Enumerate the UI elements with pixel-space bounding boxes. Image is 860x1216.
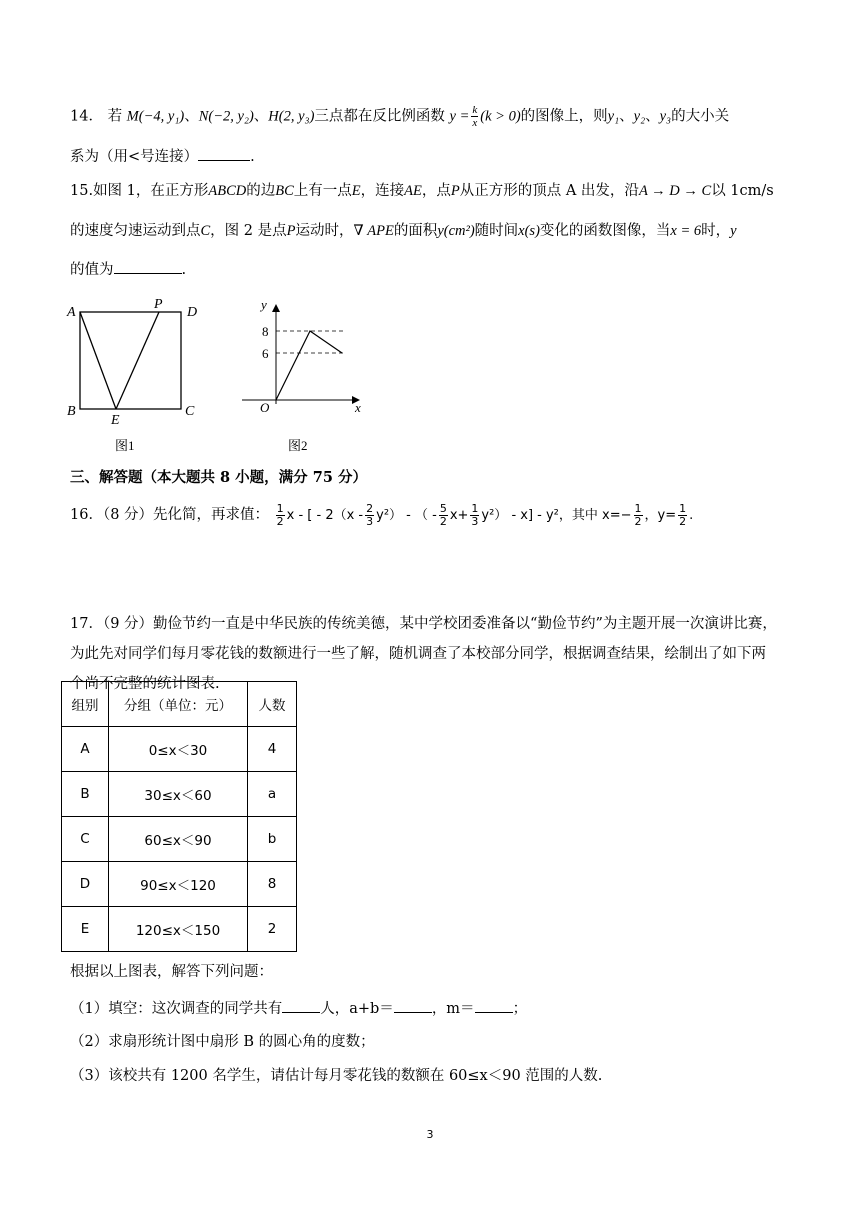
q17-sub-3: （3）该校共有 1200 名学生，请估计每月零花钱的数额在 60≤x＜90 范围的人数. (70, 1068, 603, 1084)
fraction-k-over-x: $\frac{k}{x}$ (472, 104, 478, 129)
q15-line-2: 的速度匀速运动到点C，图 2 是点P运动时，∇ APE的面积y(cm²)随时间x(s)变化的函数图像，当x = 6时，y (70, 223, 737, 239)
q17-sub-1: （1）填空：这次调查的同学共有 人，a+b＝ ，m＝ ； (70, 998, 527, 1019)
square-abcd (80, 312, 181, 409)
point-h: H (268, 108, 279, 125)
section-3-heading: 三、解答题（本大题共 8 小题，满分 75 分） (70, 469, 367, 486)
label-d: D (187, 305, 198, 320)
q14-line-2: 系为（用<号连接） . (70, 146, 255, 167)
label-x: x (355, 400, 361, 415)
q17-sub-2: （2）求扇形统计图中扇形 B 的圆心角的度数； (70, 1034, 375, 1050)
q15-line-3: 的值为 . (70, 259, 186, 280)
figure-2-caption: 图2 (288, 438, 308, 453)
fraction: $\frac{1}{2}$ (276, 502, 284, 528)
point-n: N (198, 108, 209, 125)
answer-blank-a-plus-b[interactable] (394, 998, 432, 1013)
table-row: A 0≤x＜30 4 (62, 727, 297, 772)
fraction: $\frac{2}{3}$ (366, 502, 374, 528)
figure-1-caption: 图1 (115, 438, 135, 453)
figure-2-graph (238, 294, 368, 458)
q14-line-1: 14． 若 M(−4, y₁)、N(−2, y₂)、H(2, y₃)三点都在反比例函数 y = $\frac{k}{x}$ (k > 0)的图像上，则y₁、y₂、y₃的大小关 (70, 104, 730, 129)
header-group: 组别 (62, 682, 109, 727)
q17-line-1: 17．（9 分）勤俭节约一直是中华民族的传统美德，某中学校团委准备以“勤俭节约”为主题开展一次演讲比赛， (70, 616, 777, 632)
function-graph (276, 331, 342, 400)
answer-blank-m[interactable] (475, 998, 513, 1013)
q17-line-3: 个尚不完整的统计图表. (70, 676, 220, 692)
q15-line-1: 15.如图 1，在正方形ABCD的边BC上有一点E，连接AE，点P从正方形的顶点 A 出发，沿A → D → C以 1cm/s (70, 183, 774, 199)
header-count: 人数 (248, 682, 297, 727)
figure-1-square (62, 298, 212, 458)
header-range: 分组（单位：元） (109, 682, 248, 727)
label-e: E (111, 413, 120, 428)
segment-ae (80, 312, 116, 409)
tick-8: 8 (262, 324, 269, 339)
answer-blank[interactable] (114, 259, 182, 274)
tick-6: 6 (262, 346, 269, 361)
table-row: C 60≤x＜90 b (62, 817, 297, 862)
q17-after-table: 根据以上图表，解答下列问题： (70, 964, 273, 980)
q16-line: 16．（8 分）先化简，再求值： $\frac{1}{2}$ x - [ - 2（x - $\frac{2}{3}$ y²） - （ - $\frac{5}{2}$ x+ $\frac{1}{3}$ y²） - x] - y²，其中 x=− $\frac{1}{2}$ ，y= $\frac{1}{2}$ . (70, 502, 694, 528)
label-o: O (260, 400, 270, 415)
label-a: A (67, 305, 76, 320)
fraction: $\frac{5}{2}$ (439, 502, 447, 528)
fraction: $\frac{1}{2}$ (634, 502, 642, 528)
q17-line-2: 为此先对同学们每月零花钱的数额进行一些了解，随机调查了本校部分同学，根据调查结果，绘制出了如下两 (70, 646, 766, 662)
segment-pe (116, 312, 159, 409)
label-b: B (67, 404, 76, 419)
table-header-row (62, 682, 297, 727)
money-distribution-table (61, 681, 297, 952)
point-m: M (126, 108, 139, 125)
label-c: C (185, 404, 195, 419)
label-y: y (261, 297, 267, 312)
fraction: $\frac{1}{3}$ (471, 502, 479, 528)
table-row: B 30≤x＜60 a (62, 772, 297, 817)
label-p: P (154, 298, 163, 312)
page-number: 3 (426, 1128, 434, 1141)
answer-blank[interactable] (198, 146, 250, 161)
table-row: D 90≤x＜120 8 (62, 862, 297, 907)
table-row: E 120≤x＜150 2 (62, 907, 297, 952)
fraction: $\frac{1}{2}$ (679, 502, 687, 528)
answer-blank-total[interactable] (282, 998, 320, 1013)
